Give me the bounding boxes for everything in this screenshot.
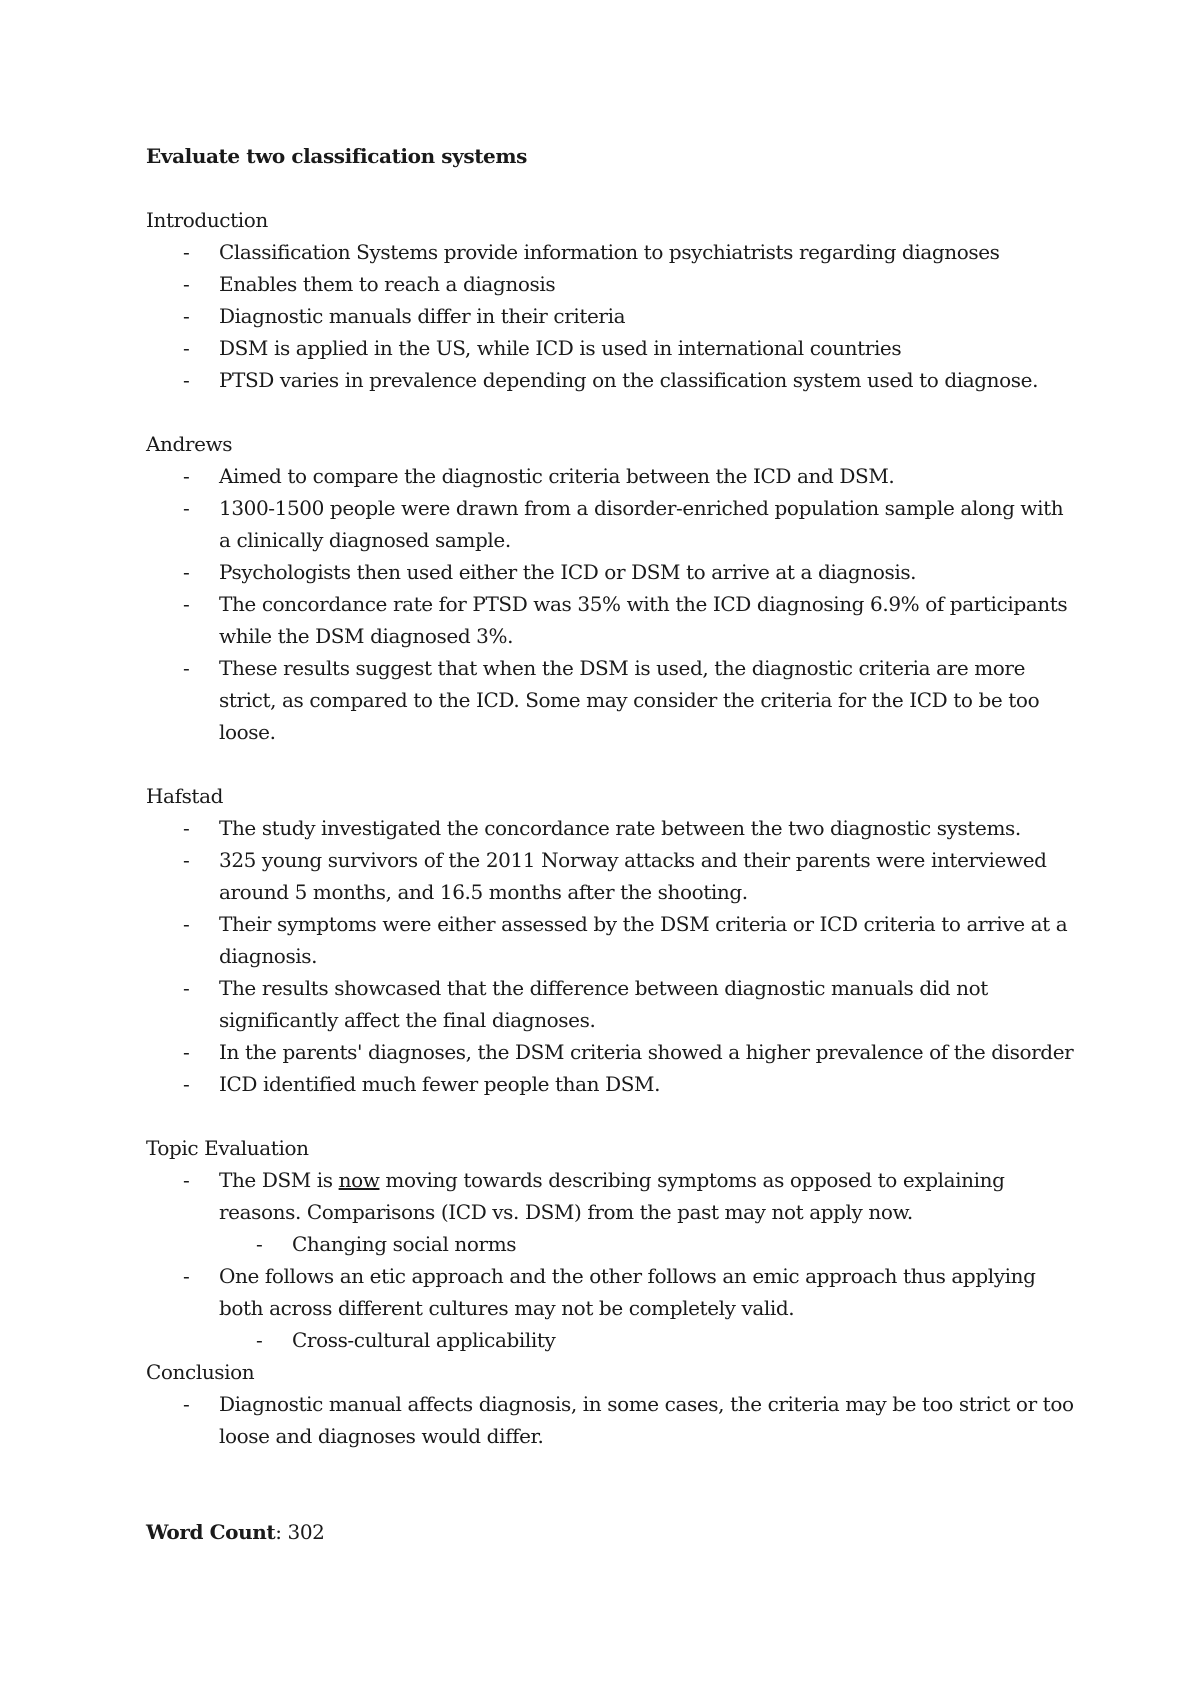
dash-marker: -: [183, 816, 190, 840]
bullet-item: [146, 812, 1076, 844]
bullet-item: [146, 972, 1076, 1036]
bullet-item: [146, 844, 1076, 908]
dash-marker: -: [183, 272, 190, 296]
bullet-text: The results showcased that the difference between diagnostic manuals did not significantly affect the final diagnoses.: [219, 976, 988, 1032]
word-count-separator: :: [275, 1520, 288, 1544]
bullet-item: [146, 268, 1076, 300]
bullet-text: Psychologists then used either the ICD or DSM to arrive at a diagnosis.: [219, 560, 917, 584]
bullet-item: [146, 236, 1076, 268]
document-title: Evaluate two classification systems: [146, 144, 528, 168]
bullet-item: [146, 652, 1076, 748]
dash-marker: -: [183, 304, 190, 328]
dash-marker: -: [183, 1392, 190, 1416]
dash-marker: -: [183, 1264, 190, 1288]
dash-marker: -: [183, 1040, 190, 1064]
bullet-text: Their symptoms were either assessed by the DSM criteria or ICD criteria to arrive at a diagnosis.: [219, 912, 1068, 968]
dash-marker: -: [183, 240, 190, 264]
bullet-item: [146, 492, 1076, 556]
dash-marker: -: [183, 592, 190, 616]
dash-marker: -: [183, 976, 190, 1000]
dash-marker: -: [183, 496, 190, 520]
section-heading-topic-evaluation: Topic Evaluation: [146, 1136, 309, 1160]
dash-marker: -: [183, 464, 190, 488]
bullet-item: [146, 1260, 1076, 1356]
bullet-item: [146, 556, 1076, 588]
dash-marker: -: [183, 848, 190, 872]
topic-evaluation-bullet-list: [146, 1164, 1076, 1356]
introduction-bullet-list: [146, 236, 1076, 396]
word-count: [146, 1516, 1076, 1548]
sub-bullet-list: [219, 1228, 1076, 1260]
bullet-item: [146, 588, 1076, 652]
bullet-item: [146, 1068, 1076, 1100]
bullet-text: Enables them to reach a diagnosis: [219, 272, 556, 296]
sub-bullet-list: [219, 1324, 1076, 1356]
bullet-text: Aimed to compare the diagnostic criteria between the ICD and DSM.: [219, 464, 895, 488]
section-heading-introduction: Introduction: [146, 208, 268, 232]
bullet-text: The study investigated the concordance rate between the two diagnostic systems.: [219, 816, 1021, 840]
bullet-item: [146, 364, 1076, 396]
dash-marker: -: [183, 560, 190, 584]
bullet-text: Classification Systems provide information to psychiatrists regarding diagnoses: [219, 240, 1000, 264]
bullet-text: In the parents' diagnoses, the DSM criteria showed a higher prevalence of the disorder: [219, 1040, 1074, 1064]
sub-bullet-text: Changing social norms: [292, 1232, 517, 1256]
bullet-text: One follows an etic approach and the other follows an emic approach thus applying both across different cultures may not be completely valid.: [219, 1264, 1036, 1320]
underlined-word: now: [338, 1168, 380, 1192]
section-topic-evaluation: [146, 1132, 1076, 1356]
andrews-bullet-list: [146, 460, 1076, 748]
dash-marker: -: [256, 1328, 263, 1352]
section-introduction: [146, 204, 1076, 396]
bullet-text: Diagnostic manual affects diagnosis, in some cases, the criteria may be too strict or too loose and diagnoses would differ.: [219, 1392, 1074, 1448]
bullet-item: [146, 1164, 1076, 1260]
dash-marker: -: [183, 912, 190, 936]
bullet-item: [146, 460, 1076, 492]
bullet-item: [146, 1388, 1076, 1452]
bullet-item: [146, 1036, 1076, 1068]
word-count-value: 302: [287, 1520, 325, 1544]
bullet-text: ICD identified much fewer people than DSM.: [219, 1072, 661, 1096]
dash-marker: -: [183, 336, 190, 360]
dash-marker: -: [183, 1168, 190, 1192]
bullet-text: PTSD varies in prevalence depending on the classification system used to diagnose.: [219, 368, 1039, 392]
section-heading-hafstad: Hafstad: [146, 784, 223, 808]
dash-marker: -: [183, 656, 190, 680]
bullet-text: The concordance rate for PTSD was 35% with the ICD diagnosing 6.9% of participants while the DSM diagnosed 3%.: [219, 592, 1068, 648]
bullet-text: Diagnostic manuals differ in their criteria: [219, 304, 626, 328]
document-page: [146, 140, 1076, 1548]
hafstad-bullet-list: [146, 812, 1076, 1100]
sub-bullet-item: [219, 1228, 1076, 1260]
bullet-text: 325 young survivors of the 2011 Norway attacks and their parents were interviewed around 5 months, and 16.5 months after the shooting.: [219, 848, 1047, 904]
bullet-text: These results suggest that when the DSM is used, the diagnostic criteria are more strict, as compared to the ICD. Some may consider the criteria for the ICD to be too loose.: [219, 656, 1040, 744]
section-heading-andrews: Andrews: [146, 432, 233, 456]
sub-bullet-item: [219, 1324, 1076, 1356]
bullet-item: [146, 300, 1076, 332]
section-andrews: [146, 428, 1076, 748]
dash-marker: -: [256, 1232, 263, 1256]
bullet-item: [146, 332, 1076, 364]
section-conclusion: [146, 1356, 1076, 1452]
word-count-label: Word Count: [146, 1520, 276, 1544]
section-heading-conclusion: Conclusion: [146, 1360, 255, 1384]
section-hafstad: [146, 780, 1076, 1100]
bullet-text: 1300-1500 people were drawn from a disorder-enriched population sample along with a clinically diagnosed sample.: [219, 496, 1064, 552]
bullet-text-after: moving towards describing symptoms as opposed to explaining reasons. Comparisons (ICD vs. DSM) from the past may not apply now.: [219, 1168, 1005, 1224]
sub-bullet-text: Cross-cultural applicability: [292, 1328, 556, 1352]
dash-marker: -: [183, 1072, 190, 1096]
conclusion-bullet-list: [146, 1388, 1076, 1452]
bullet-text: DSM is applied in the US, while ICD is used in international countries: [219, 336, 902, 360]
dash-marker: -: [183, 368, 190, 392]
bullet-item: [146, 908, 1076, 972]
bullet-text-before: The DSM is: [219, 1168, 339, 1192]
